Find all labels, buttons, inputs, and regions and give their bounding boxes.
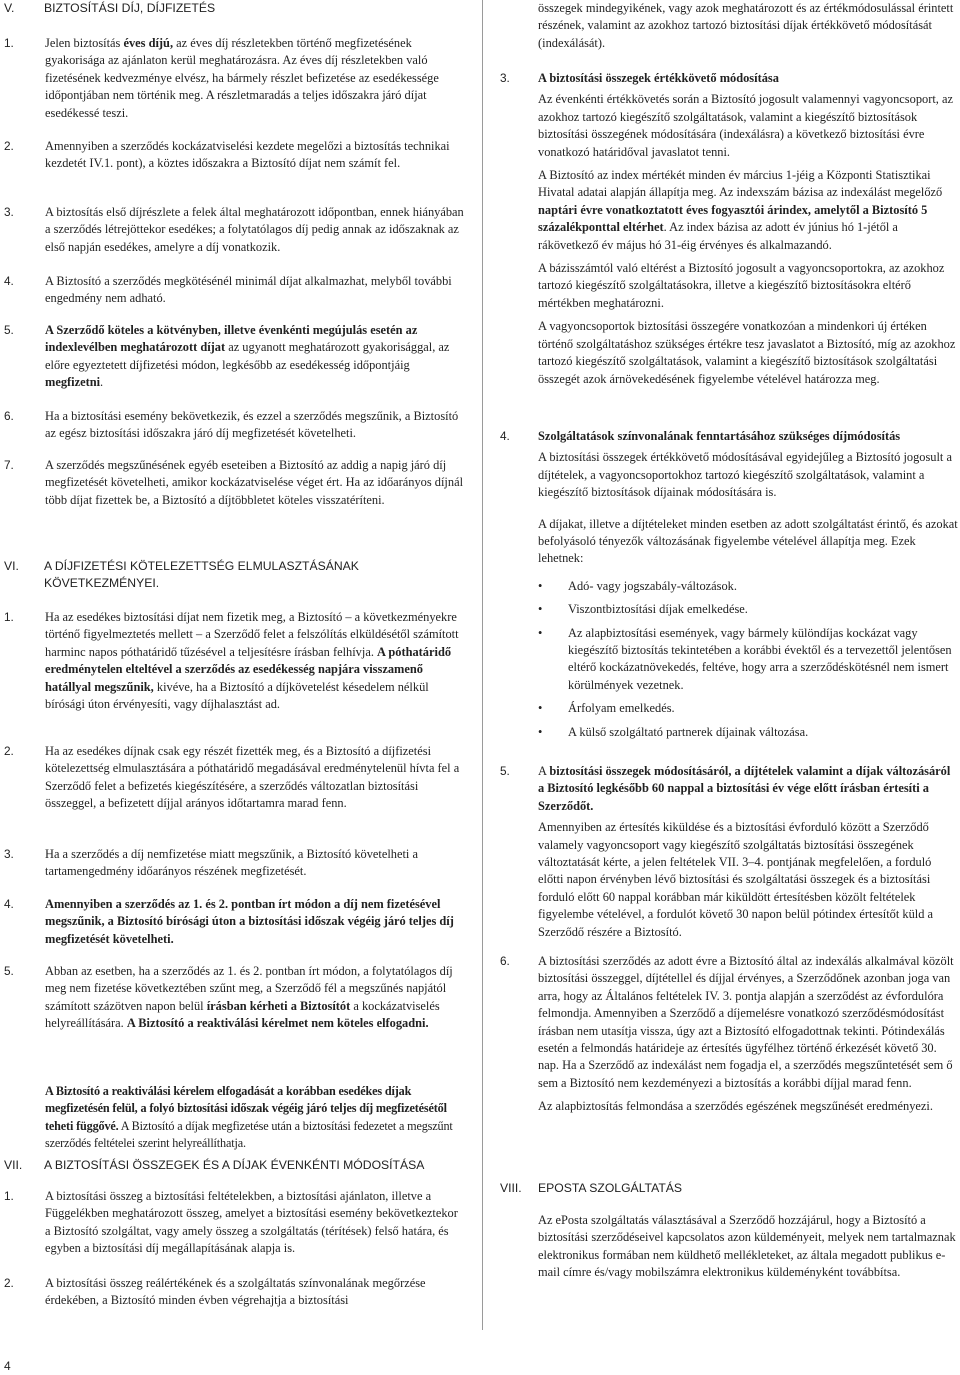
subsection-heading: A biztosítási összegek értékkövető módosítása: [538, 71, 779, 85]
text: Ha az esedékes biztosítási díjat nem fizetik meg, a Biztosító – a következményekre történő figyelmeztetés mellett – a Szerződő felet a felszólítás elküldésétől számított harminc napos póthatáridő tűzésével a teljesítésre írásban felhívja.: [45, 610, 459, 659]
subsection-heading: Szolgáltatások színvonalának fenntartásához szükséges díjmódosítás: [538, 429, 901, 443]
text: .: [100, 375, 104, 390]
paragraph-text: A Biztosító a szerződés megkötésénél minimál díjat alkalmazhat, melyből további engedmény nem adható.: [45, 274, 452, 306]
item-number: 1.: [4, 610, 14, 624]
item-number: 5.: [4, 964, 14, 978]
text: a kockázatviselés helyreállítására.: [45, 998, 440, 1031]
section-number: VIII.: [500, 1181, 522, 1195]
item-number: 4.: [4, 274, 14, 288]
item-number: 4.: [500, 429, 510, 443]
section-title: BIZTOSÍTÁSI DÍJ, DÍJFIZETÉS: [44, 1, 216, 15]
paragraph-text: Amennyiben az értesítés kiküldése és a biztosítási évforduló között a Szerződő valamely vagyoncsoport vagy kiegészítő szolgáltatás biztosítási összegének változtatását kérte, a jelen feltételek VII. 3–4. pontjának megfelelően, a forduló előtti napon érvényben lévő biztosítási és szolgáltatási összegek és a biztosítási forduló előtt 60 nappal korábban már kiküldött értesítésben közölt feltételek figyelembe vételével, a fordulót követő 30 napon belül pótindex értesítőt küld a Szerződő részére a Biztosító.: [538, 820, 934, 939]
list-item: • Az alapbiztosítási események, vagy bármely különdíjas kockázat vagy kiegészítő biztosítás tekintetében a korábbi évektől és a tervezettől jelentősen eltérő kockázatnövekedés, feltéve, hogy arra a szerződéskötésnél nem ismert körülmények vezetnek.: [538, 625, 958, 695]
paragraph-text: A biztosítási összegek értékkövető módosításával egyidejűleg a Biztosító jogosult a díjtételek, a vagyoncsoportokhoz tartozó kiegészítő szolgáltatások, valamint a kiegészítő biztosítások díjainak módosítására is.: [538, 450, 952, 500]
item-number: 7.: [4, 458, 14, 472]
bold-text: A póthatáridő eredménytelen elteltével a szerződés az esedékesség napjára visszamenő hatállyal megszűnik,: [45, 644, 452, 694]
item-number: 2.: [4, 744, 14, 758]
paragraph-text: Az alapbiztosítás felmondása a szerződés egészének megszűnését eredményezi.: [538, 1099, 933, 1114]
item-number: 5.: [4, 323, 14, 337]
item-number: 2.: [4, 1276, 14, 1290]
bold-text: biztosítási összegek módosításáról, a díjtételek valamint a díjak változásáról a Biztosító legkésőbb 60 nappal a biztosítási év vége előtt írásban értesíti a Szerződőt.: [538, 764, 951, 813]
bold-text: A Biztosító a reaktiválási kérelmet nem köteles elfogadni.: [126, 1016, 429, 1031]
page-number: 4: [4, 1359, 11, 1373]
text: A Biztosító az index mértékét minden év március 1-jéig a Központi Statisztikai Hivatal adatai alapján állapítja meg. Az indexszám bázisa az indexálást megelőző: [538, 168, 943, 200]
list-item: • Viszontbiztosítási díjak emelkedése.: [538, 601, 958, 618]
paragraph-text: Amennyiben a szerződés kockázatviselési kezdete megelőzi a biztosítás technikai kezdetét IV.1. pont), a köztes időszakra a Biztosító díjat nem számít fel.: [45, 139, 450, 171]
section-number: VII.: [4, 1158, 23, 1172]
section-title: A DÍJFIZETÉSI KÖTELEZETTSÉG ELMULASZTÁSÁNAK KÖVETKEZMÉNYEI.: [44, 559, 359, 590]
paragraph-text: A biztosítási szerződés az adott évre a Biztosító által az indexálás alkalmával közölt biztosítási összeggel, díjtétellel és díjjal érvényes, a Szerződőnek azonban joga van arra, hogy az Általános feltételek IV. 3. pontja alapján a szerződést az évfordulóra felmondja. Amennyiben a Szerződő a díjemelésre vonatkozó szerződésmódosítást írásban nem utasítja vissza, úgy azt a Biztosító elfogadottnak tekinti. Pótindexálás esetén a felmondás határideje az értesítés ügyfélhez történő érkezését követő 30. nap. Ha a Szerződő az indexálást nem fogadja el, a szerződés megszűntetését sem ő sem a Biztosító nem kezdeményezi a biztosítás a korábbi díjjal marad fenn.: [538, 954, 954, 1090]
list-item: • Adó- vagy jogszabály-változások.: [538, 578, 958, 595]
paragraph-text: Az ePosta szolgáltatás választásával a Szerződő hozzájárul, hogy a Biztosító a biztosítási szerződéseivel kapcsolatos azon küldeményeit, melyek nem tartalmaznak elektronikus formában nem küldhető mellékleteket, az általa megadott publikus e-mail címre és/vagy mobilszámra elektronikus küldeményként továbbítsa.: [538, 1213, 956, 1280]
item-number: 1.: [4, 1189, 14, 1203]
bullet-list: [538, 578, 958, 741]
text: Abban az esetben, ha a szerződés az 1. és 2. pontban írt módon, a folytatólagos díj meg nem fizetése következtében szűnt meg, a Szerződő fél a megszűnés napjától számított százötven napon belül: [45, 964, 453, 1013]
item-number: 2.: [4, 139, 14, 153]
bold-text: éves díjú,: [123, 36, 174, 50]
paragraph-text: A biztosítási összeg a biztosítási feltételekben, a biztosítási ajánlaton, illetve a Függelékben meghatározott összeg, amelyet a biztosítási esemény bekövetkeztekor a Biztosító szolgáltat, vagy amely összeg a szolgáltatás (térítések) felső határa, és egyben a biztosítási díj megállapításának alapja is.: [45, 1189, 458, 1256]
text: az éves díj részletekben történő megfizetésének gyakorisága az ajánlaton kerül meghatározásra. Az éves díj részletekben való fizetésének kedvezménye elvész, ha bármely részlet befizetése az esedékessége időpontjában nem történik meg. A részletmaradás a teljes időszakra járó díjat esedékessé teszi.: [45, 36, 439, 120]
paragraph-text: A díjakat, illetve a díjtételeket minden esetben az adott szolgáltatást érintő, és azokat befolyásoló tényezők változásának figyelembe vételével állapítja meg. Ezek lehetnek:: [538, 516, 958, 566]
bold-text: naptári évre vonatkoztatott éves fogyasztói árindex, amelytől a Biztosító 5 százalékponttal eltérhet: [538, 202, 928, 235]
list-item: • Árfolyam emelkedés.: [538, 700, 958, 717]
item-number: 6.: [4, 409, 14, 423]
section-number: V.: [4, 1, 15, 15]
paragraph-text: A szerződés megszűnésének egyéb eseteiben a Biztosító az addig a napig járó díj megfizetését követelheti, amikor kockázatviselése véget ért. Ha az időarányos díjnál több díjat fizettek be, a Biztosító a díjtöbbletet köteles visszatéríteni.: [45, 458, 464, 507]
paragraph-text: A biztosítási összeg reálértékének és a szolgáltatás színvonalának megőrzése érdekében, a Biztosító minden évben végrehajtja a biztosítási: [45, 1276, 426, 1308]
bold-text: írásban kérheti a Biztosítót: [206, 998, 351, 1013]
text: Jelen biztosítás: [45, 36, 121, 50]
paragraph-text: Az évenkénti értékkövetés során a Biztosító jogosult valamennyi vagyoncsoport, az azokhoz tartozó kiegészítő szolgáltatások, valamint a kiegészítő biztosítások biztosítási összegének módosítására (indexálásra) a következő biztosítási évre vonatkozó határidőval javaslatot tenni.: [538, 92, 953, 159]
text: . Az index bázisa az adott év június hó 1-jétől a rákövetkező év május hó 31-éig érvényes és alkalmazandó.: [538, 220, 898, 252]
paragraph-text: A bázisszámtól való eltérést a Biztosító jogosult a vagyoncsoportokra, az azokhoz tartozó kiegészítő szolgáltatásokra, illetve a kiegészítő biztosításokra eltérő mértékben meghatározni.: [538, 261, 945, 310]
paragraph-text: A biztosítás első díjrészlete a felek által meghatározott időpontban, ennek hiányában a szerződés létrejöttekor esedékes; a folytatólagos díj pedig annak az időszaknak az első napján esedékes, amelyre a díj vonatkozik.: [45, 205, 464, 254]
section-title: A BIZTOSÍTÁSI ÖSSZEGEK ÉS A DÍJAK ÉVENKÉNTI MÓDOSÍTÁSA: [44, 1158, 425, 1172]
section-number: VI.: [4, 559, 19, 573]
bold-paragraph-text: Amennyiben a szerződés az 1. és 2. pontban írt módon a díj nem fizetésével megszűnik, a Biztosító bírósági úton a biztosítási időszak végéig járó teljes díj megfizetését követelheti.: [45, 897, 454, 946]
item-number: 5.: [500, 764, 510, 778]
item-number: 1.: [4, 36, 14, 50]
section-title: EPOSTA SZOLGÁLTATÁS: [538, 1181, 683, 1195]
bold-text: megfizetni: [45, 375, 101, 390]
item-number: 3.: [4, 847, 14, 861]
text: A Biztosító a díjak megfizetése után a biztosítási fedezetet a megszűnt szerződés feltételei szerint helyreállíthatja.: [45, 1118, 453, 1151]
text: az ugyanott meghatározott gyakorisággal, az előre egyeztetett díjfizetési módon, legkésőbb az esedékesség időpontjáig: [45, 340, 450, 372]
list-item: • A külső szolgáltató partnerek díjainak változása.: [538, 724, 958, 741]
item-number: 3.: [4, 205, 14, 219]
item-number: 4.: [4, 897, 14, 911]
bold-text: A Biztosító a reaktiválási kérelem elfogadását a korábban esedékes díjak megfizetésén felül, a folyó biztosítási időszak végéig járó teljes díj megfizetésétől teheti függővé.: [45, 1084, 447, 1133]
paragraph-text: A vagyoncsoportok biztosítási összegére vonatkozóan a mindenkori új értéken történő szolgáltatáshoz szükséges értékre tesz javaslatot a Biztosító, míg az azokhoz tartozó kiegészítő szolgáltatások, valamint a kiegészítő biztosítások szolgáltatási összegét azok árnövekedésének figyelembe vételével határozza meg.: [538, 319, 956, 386]
item-number: 3.: [500, 71, 510, 85]
text: A: [538, 764, 550, 778]
bold-text: A Szerződő köteles a kötvényben, illetve évenkénti megújulás esetén az indexlevélben meghatározott díjat: [45, 323, 418, 355]
item-number: 6.: [500, 954, 510, 968]
text: kivéve, ha a Biztosító a díjkövetelést késedelem nélkül bírósági úton érvényesíti, vagy díjhalasztást ad.: [45, 679, 429, 712]
paragraph-text: Ha az esedékes díjnak csak egy részét fizették meg, és a Biztosító a díjfizetési kötelezettség elmulasztására a póthatáridő megadásával eredménytelenül hívta fel a Szerződő felet a befizetés kiegészítésére, a szerződés változatlan biztosítási összeggel, a befizetett díjjal arányos időtartamra marad fenn.: [45, 744, 460, 811]
paragraph-text: Ha a biztosítási esemény bekövetkezik, és ezzel a szerződés megszűnik, a Biztosító az egész biztosítási időszakra járó díj megfizetését követelheti.: [45, 409, 459, 441]
column-divider: [482, 0, 483, 1330]
paragraph-text: Ha a szerződés a díj nemfizetése miatt megszűnik, a Biztosító követelheti a tartamengedmény időarányos részének megfizetését.: [45, 847, 418, 879]
continued-paragraph: összegek mindegyikének, vagy azok meghatározott és az értékmódosulással érintett részének, valamint az azokhoz tartozó biztosítási díjak értékkövető módosítását (indexálását).: [538, 1, 954, 50]
